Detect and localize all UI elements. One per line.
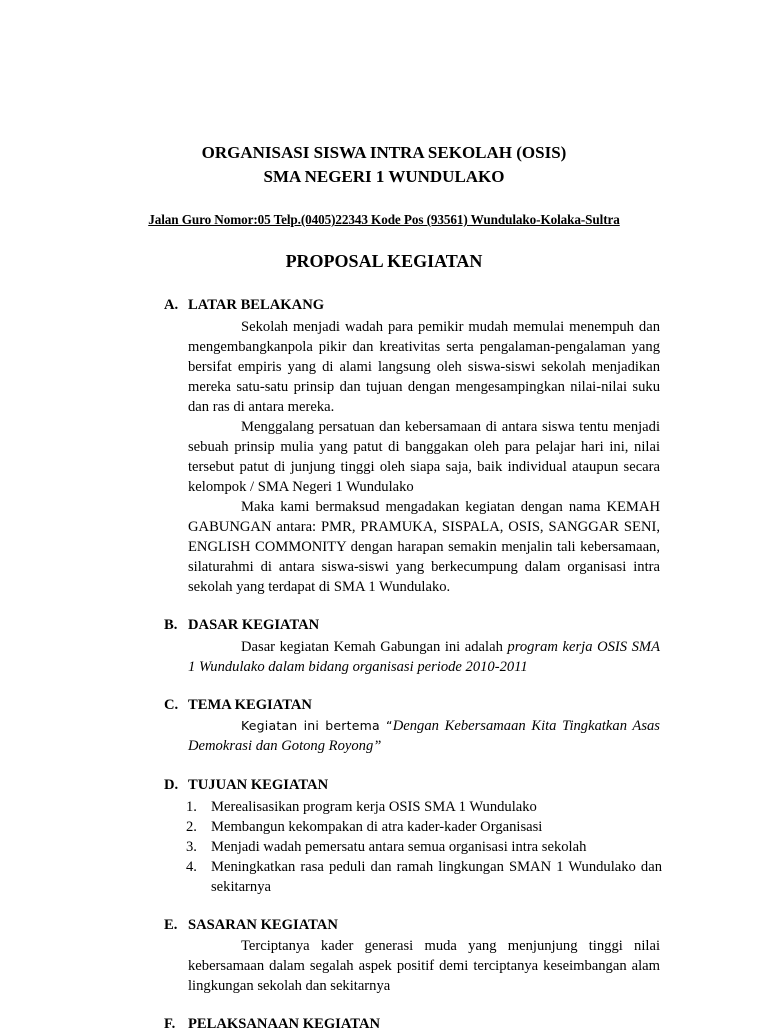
section-b-text: Dasar kegiatan Kemah Gabungan ini adalah (241, 639, 508, 655)
section-f-title: PELAKSANAAN KEGIATAN (188, 1016, 381, 1032)
section-a-paragraph-3: Maka kami bermaksud mengadakan kegiatan dengan nama KEMAH GABUNGAN antara: PMR, PRAMUKA, SISPALA, OSIS, SANGGAR SENI, ENGLISH COMMONITY dengan harapan semakin menjalin tali kebersamaan, silaturahmi di antara siswa-siswi yang berkecumpung dalam organisasi intra sekolah yang terdapat di SMA 1 Wundulako. (188, 499, 660, 595)
section-a-title: LATAR BELAKANG (188, 297, 325, 313)
school-address: Jalan Guro Nomor:05 Telp.(0405)22343 Kode Pos (93561) Wundulako-Kolaka-Sultra (148, 212, 620, 227)
organization-name: ORGANISASI SISWA INTRA SEKOLAH (OSIS) (201, 143, 567, 162)
section-c-italic-text: Dengan Kebersamaan Kita Tingkatkan Asas Demokrasi dan Gotong Royong” (188, 718, 660, 754)
list-item-number: 2. (186, 819, 197, 835)
list-item (186, 817, 662, 837)
document-title: PROPOSAL KEGIATAN (285, 251, 483, 271)
section-e-letter: E. (164, 917, 178, 933)
section-c-heading (164, 697, 312, 714)
list-item (186, 837, 662, 857)
list-item-number: 4. (186, 859, 197, 875)
section-f-heading (164, 1016, 380, 1033)
objectives-list (186, 797, 662, 897)
section-d-letter: D. (164, 777, 179, 793)
section-b-letter: B. (164, 617, 178, 633)
section-c-title: TEMA KEGIATAN (188, 697, 312, 713)
section-f-letter: F. (164, 1016, 176, 1032)
list-item-text: Menjadi wadah pemersatu antara semua organisasi intra sekolah (211, 839, 587, 855)
section-a-paragraph-2: Menggalang persatuan dan kebersamaan di antara siswa tentu menjadi sebuah prinsip mulia yang patut di banggakan oleh para pelajar hari ini, nilai tersebut patut di junjung tinggi oleh siapa saja, baik individual ataupun secara kelompok / SMA Negeri 1 Wundulako (188, 419, 660, 495)
list-item-number: 1. (186, 799, 197, 815)
list-item-text: Merealisasikan program kerja OSIS SMA 1 Wundulako (211, 799, 537, 815)
list-item-text: Meningkatkan rasa peduli dan ramah lingkungan SMAN 1 Wundulako dan sekitarnya (211, 859, 662, 895)
section-e-heading (164, 917, 338, 934)
section-a-heading (164, 297, 324, 314)
list-item (186, 857, 662, 897)
list-item-text: Membangun kekompakan di atra kader-kader Organisasi (211, 819, 543, 835)
section-d-heading (164, 777, 328, 794)
section-a-letter: A. (164, 297, 179, 313)
section-b-title: DASAR KEGIATAN (188, 617, 320, 633)
school-name: SMA NEGERI 1 WUNDULAKO (263, 167, 505, 186)
section-c-text: Kegiatan ini bertema “ (241, 718, 393, 733)
section-c-paragraph (188, 716, 660, 756)
section-b-heading (164, 617, 319, 634)
section-e-title: SASARAN KEGIATAN (188, 917, 338, 933)
list-item-number: 3. (186, 839, 197, 855)
section-e-paragraph: Terciptanya kader generasi muda yang menjunjung tinggi nilai kebersamaan dalam segalah aspek positif demi terciptanya keseimbangan alam lingkungan sekolah dan sekitarnya (188, 938, 660, 994)
section-a-paragraph-1: Sekolah menjadi wadah para pemikir mudah memulai menempuh dan mengembangkanpola pikir dan kreativitas serta pengalaman-pengalaman yang bersifat empiris yang di alami langsung oleh siswa-siswi sekolah menjadikan mereka satu-satu prinsip dan tujuan dengan mengesampingkan nilai-nilai suku dan ras di antara mereka. (188, 319, 660, 415)
list-item (186, 797, 662, 817)
section-b-italic-text: program kerja OSIS SMA 1 Wundulako dalam bidang organisasi periode 2010-2011 (188, 639, 660, 675)
section-c-letter: C. (164, 697, 179, 713)
section-d-title: TUJUAN KEGIATAN (188, 777, 329, 793)
section-b-paragraph (188, 637, 660, 677)
